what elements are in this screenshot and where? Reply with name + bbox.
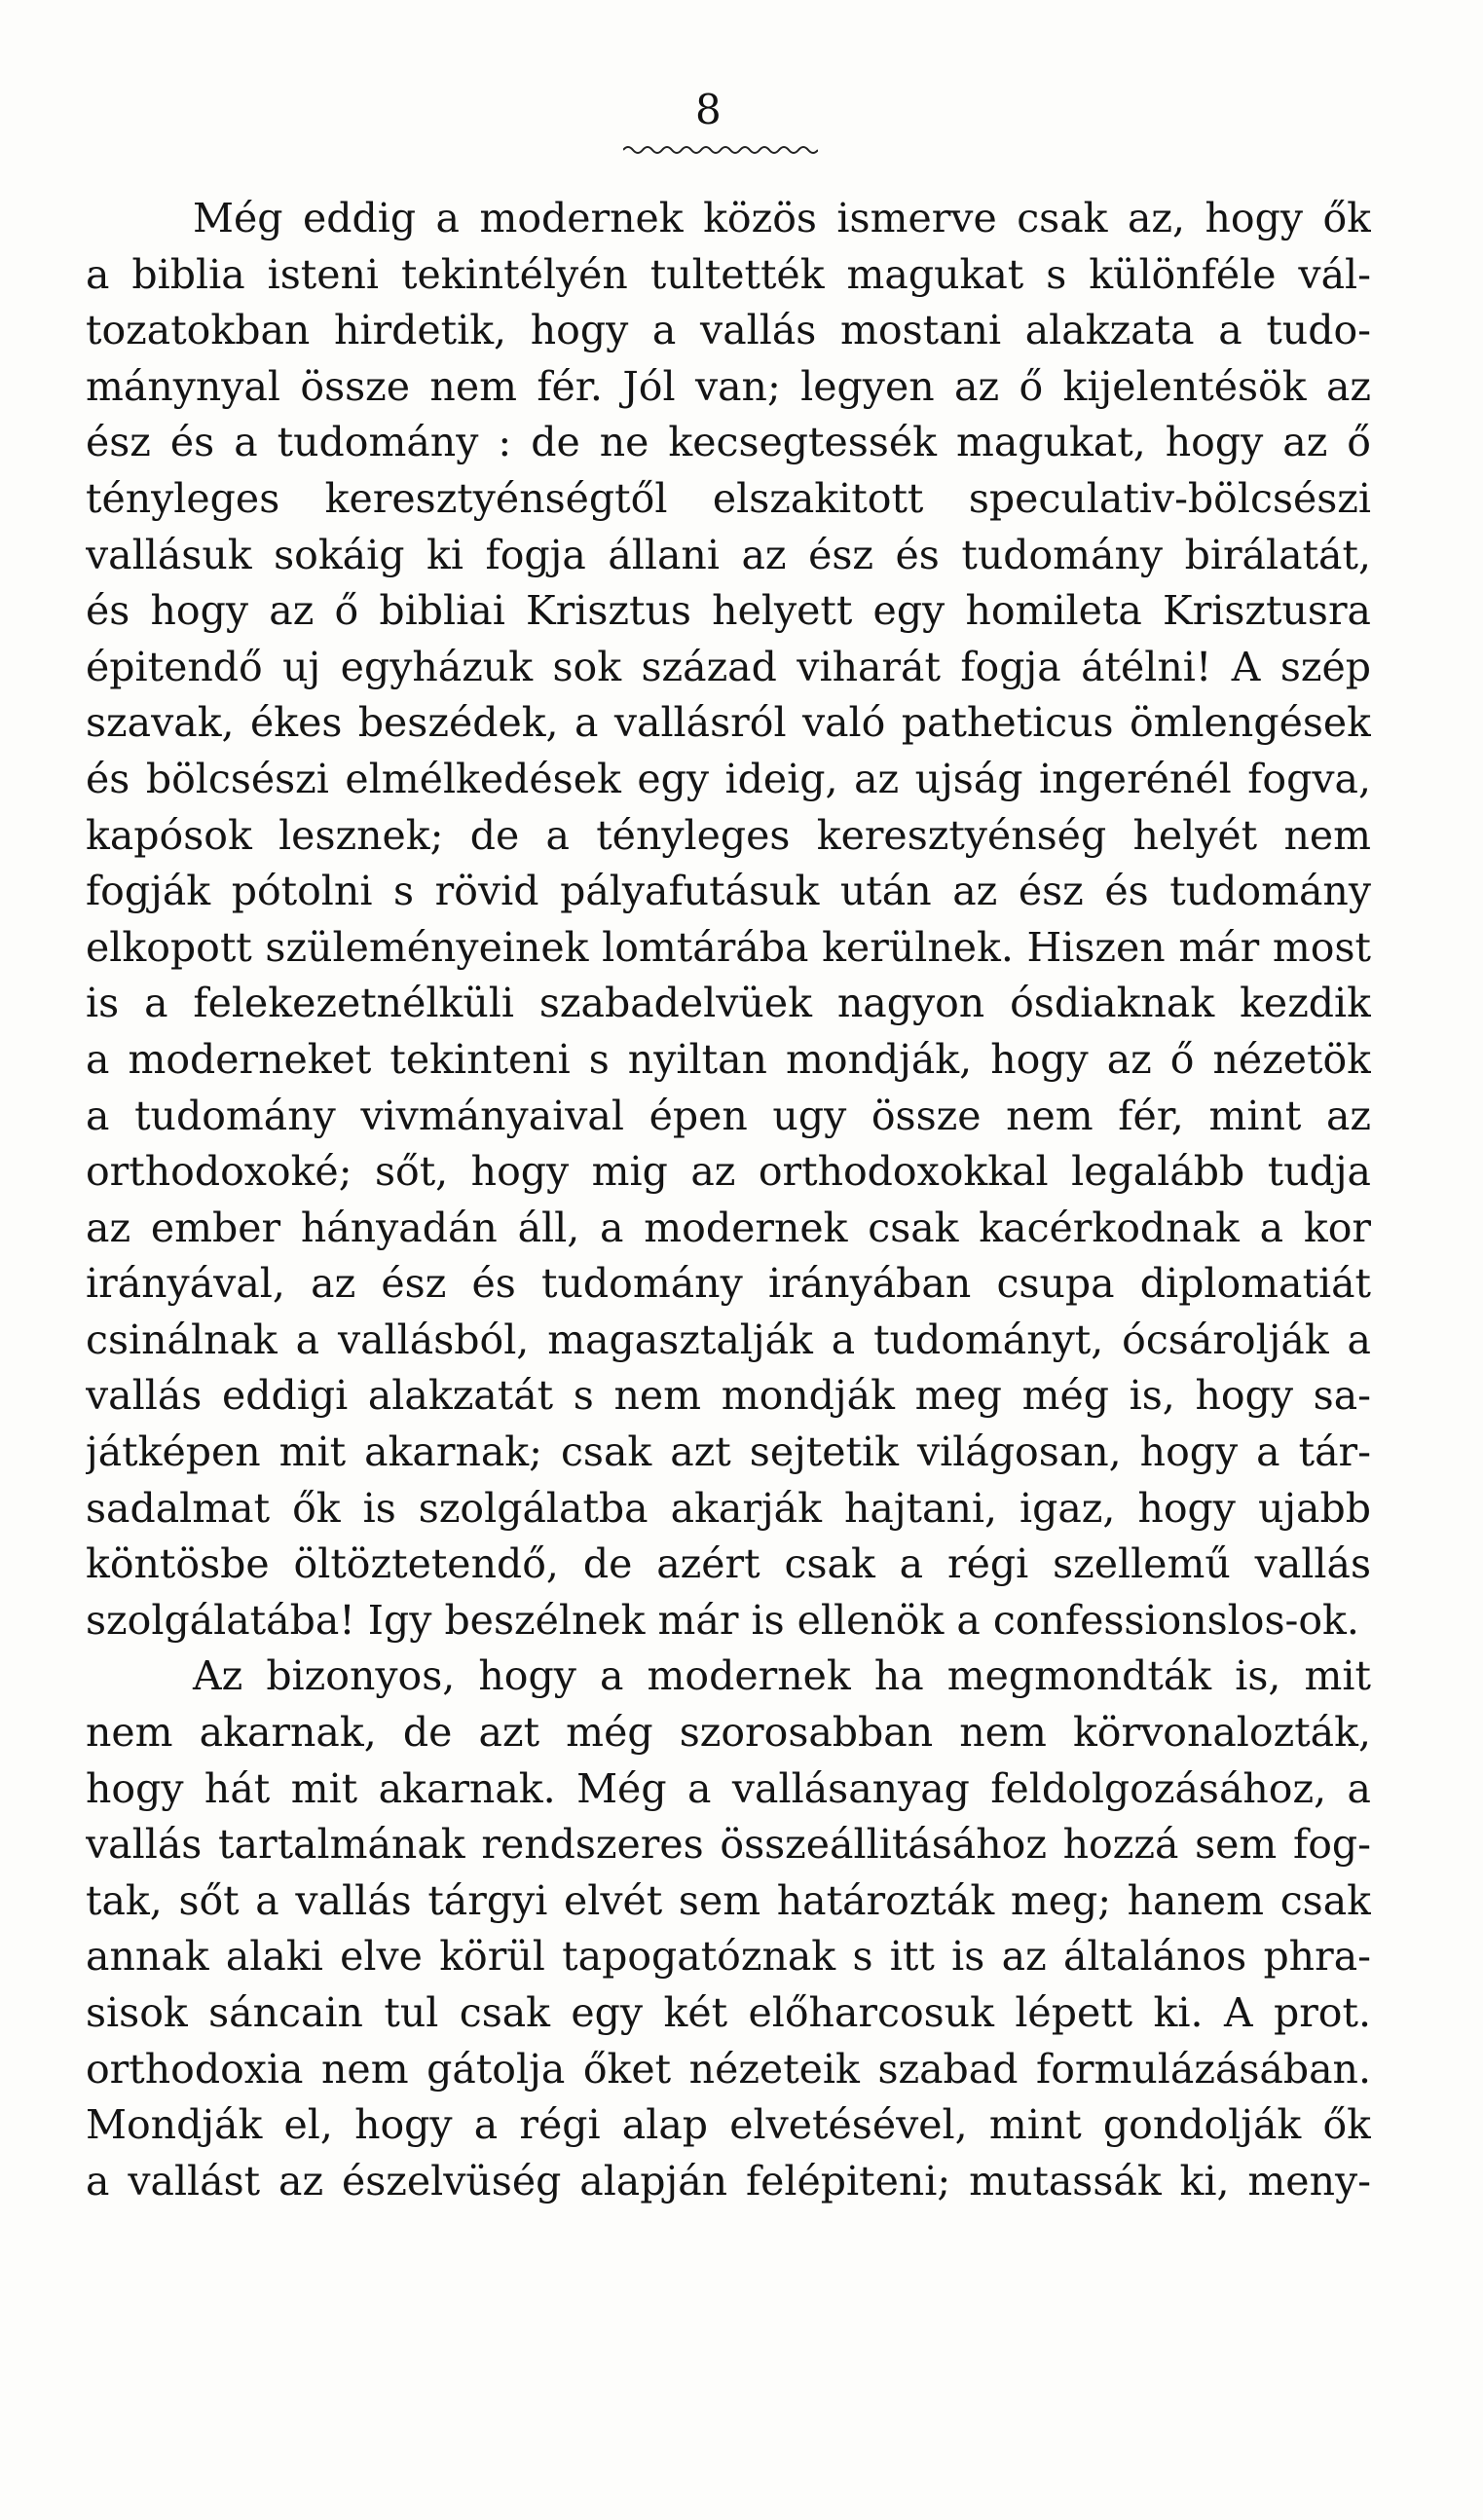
text-line: épitendő uj egyházuk sok század viharát fogja átélni! A szép [86,643,1371,690]
text-line: köntösbe öltöztetendő, de azért csak a régi szellemű vallás [86,1540,1371,1588]
body-text [86,191,1371,2209]
ornamental-wavy-rule [623,142,818,158]
text-line: a vallást az észelvüség alapján felépiteni; mutassák ki, meny- [86,2157,1371,2205]
text-line: Mondják el, hogy a régi alap elvetésével, mint gondolják ők [86,2101,1371,2149]
text-line: és hogy az ő bibliai Krisztus helyett egy homileta Krisztusra [86,587,1371,635]
text-line: a biblia isteni tekintélyén tultették magukat s különféle vál- [86,250,1371,298]
text-line: is a felekezetnélküli szabadelvüek nagyon ósdiaknak kezdik [86,980,1371,1027]
text-line: vallás tartalmának rendszeres összeállitásához hozzá sem fog- [86,1821,1371,1869]
text-line: sadalmat ők is szolgálatba akarják hajtani, igaz, hogy ujabb [86,1484,1371,1532]
text-line: csinálnak a vallásból, magasztalják a tudományt, ócsárolják a [86,1316,1371,1363]
text-line: kapósok lesznek; de a tényleges keresztyénség helyét nem [86,811,1371,859]
text-line: szavak, ékes beszédek, a vallásról való patheticus ömlengések [86,699,1371,747]
text-line: fogják pótolni s rövid pályafutásuk után az ész és tudomány [86,868,1371,915]
text-line: nem akarnak, de azt még szorosabban nem körvonalozták, [86,1709,1371,1757]
text-line: Még eddig a modernek közös ismerve csak az, hogy ők [193,195,1371,241]
text-line: játképen mit akarnak; csak azt sejtetik világosan, hogy a tár- [86,1428,1371,1476]
page-number: 8 [695,86,722,133]
text-line: vallás eddigi alakzatát s nem mondják meg még is, hogy sa- [86,1372,1371,1420]
text-line: mánynyal össze nem fér. Jól van; legyen az ő kijelentésök az [86,362,1371,410]
text-line: vallásuk sokáig ki fogja állani az ész és tudomány birálatát, [86,531,1371,578]
text-line: sisok sáncain tul csak egy két előharcosuk lépett ki. A prot. [86,1989,1371,2036]
text-line: elkopott szüleményeinek lomtárába kerülnek. Hiszen már most [86,923,1371,971]
text-line: tozatokban hirdetik, hogy a vallás mostani alakzata a tudo- [86,307,1371,354]
text-line: és bölcsészi elmélkedések egy ideig, az ujság ingerénél fogva, [86,755,1371,802]
text-line: az ember hányadán áll, a modernek csak kacérkodnak a kor [86,1204,1371,1251]
text-line: hogy hát mit akarnak. Még a vallásanyag feldolgozásához, a [86,1764,1371,1812]
text-line: a tudomány vivmányaival épen ugy össze nem fér, mint az [86,1092,1371,1139]
text-line: Az bizonyos, hogy a modernek ha megmondták is, mit [193,1652,1371,1700]
text-line: orthodoxoké; sőt, hogy mig az orthodoxokkal legalább tudja [86,1148,1371,1196]
text-line: szolgálatába! Igy beszélnek már is ellenök a confessionslos-ok. [86,1596,1359,1644]
text-line: annak alaki elve körül tapogatóznak s itt is az általános phra- [86,1933,1371,1981]
text-line: orthodoxia nem gátolja őket nézeteik szabad formulázásában. [86,2045,1371,2093]
text-line: ész és a tudomány : de ne kecsegtessék magukat, hogy az ő [86,419,1371,466]
text-line: tényleges keresztyénségtől elszakitott speculativ-bölcsészi [86,474,1371,522]
text-line: a moderneket tekinteni s nyiltan mondják, hogy az ő nézetök [86,1035,1371,1083]
text-line: tak, sőt a vallás tárgyi elvét sem határozták meg; hanem csak [86,1876,1371,1924]
text-line: irányával, az ész és tudomány irányában csupa diplomatiát [86,1260,1371,1308]
